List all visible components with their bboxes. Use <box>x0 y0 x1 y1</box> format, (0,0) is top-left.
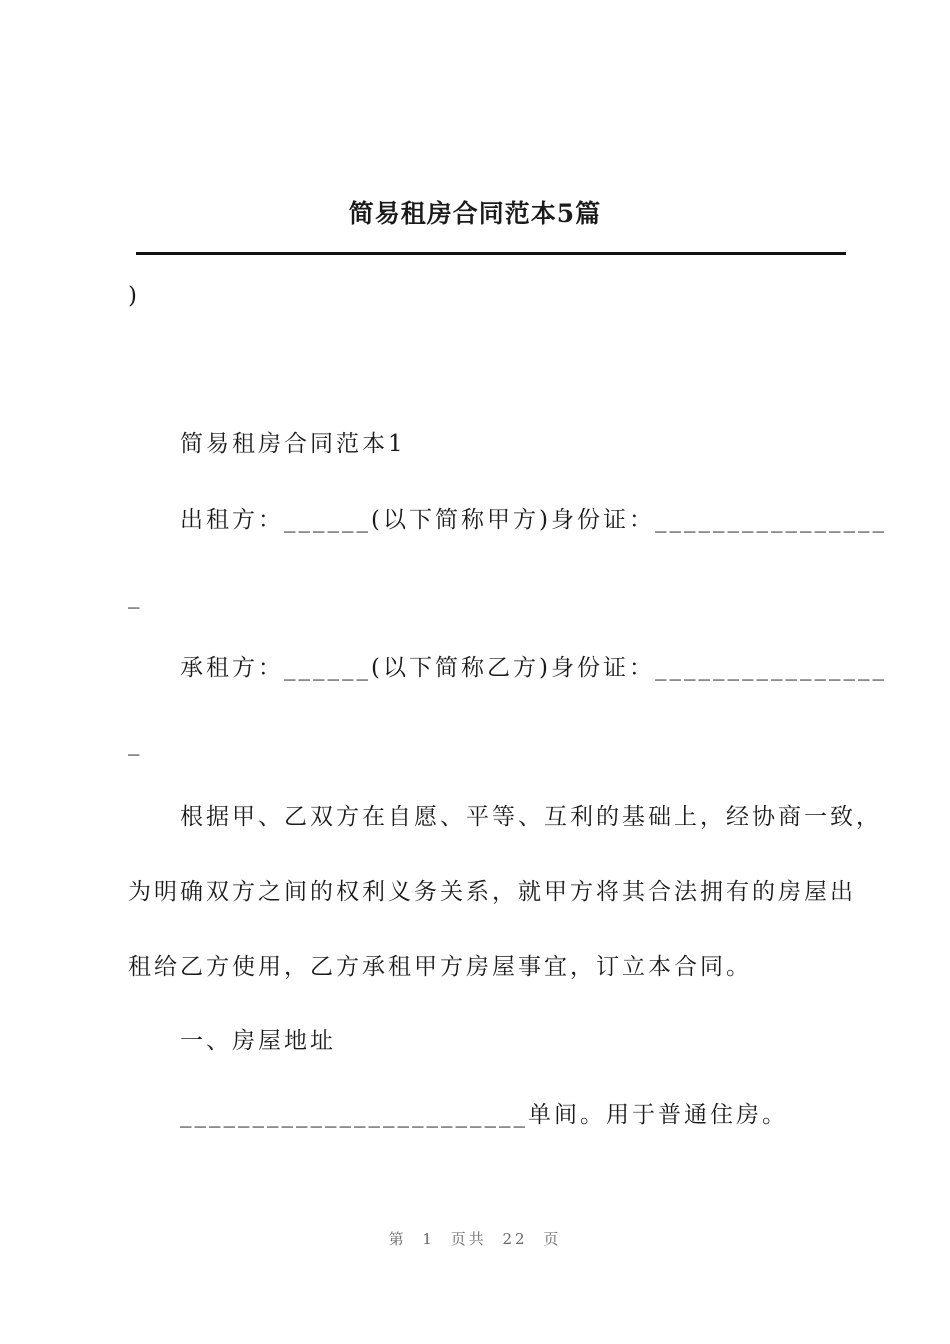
lessee-line: 承租方：______(以下简称乙方)身份证：________________ <box>180 655 887 681</box>
document-title: 简易租房合同范本5篇 <box>348 199 602 228</box>
stray-mark: ) <box>128 283 140 309</box>
page-number-footer: 第 1 页共 22 页 <box>388 1230 562 1248</box>
title-underline <box>136 252 846 255</box>
paragraph-1-line-1: 根据甲、乙双方在自愿、平等、互利的基础上，经协商一致， <box>180 804 882 830</box>
lessee-overflow: _ <box>128 730 143 756</box>
clause-1-text: ________________________单间。用于普通住房。 <box>180 1102 788 1128</box>
paragraph-1-line-3: 租给乙方使用，乙方承租甲方房屋事宜，订立本合同。 <box>128 954 752 980</box>
clause-1-heading: 一、房屋地址 <box>180 1028 336 1054</box>
section-heading: 简易租房合同范本1 <box>180 431 406 457</box>
paragraph-1-line-2: 为明确双方之间的权利义务关系，就甲方将其合法拥有的房屋出 <box>128 879 856 905</box>
lessor-overflow: _ <box>128 583 143 609</box>
lessor-line: 出租方：______(以下简称甲方)身份证：________________ <box>180 507 887 533</box>
